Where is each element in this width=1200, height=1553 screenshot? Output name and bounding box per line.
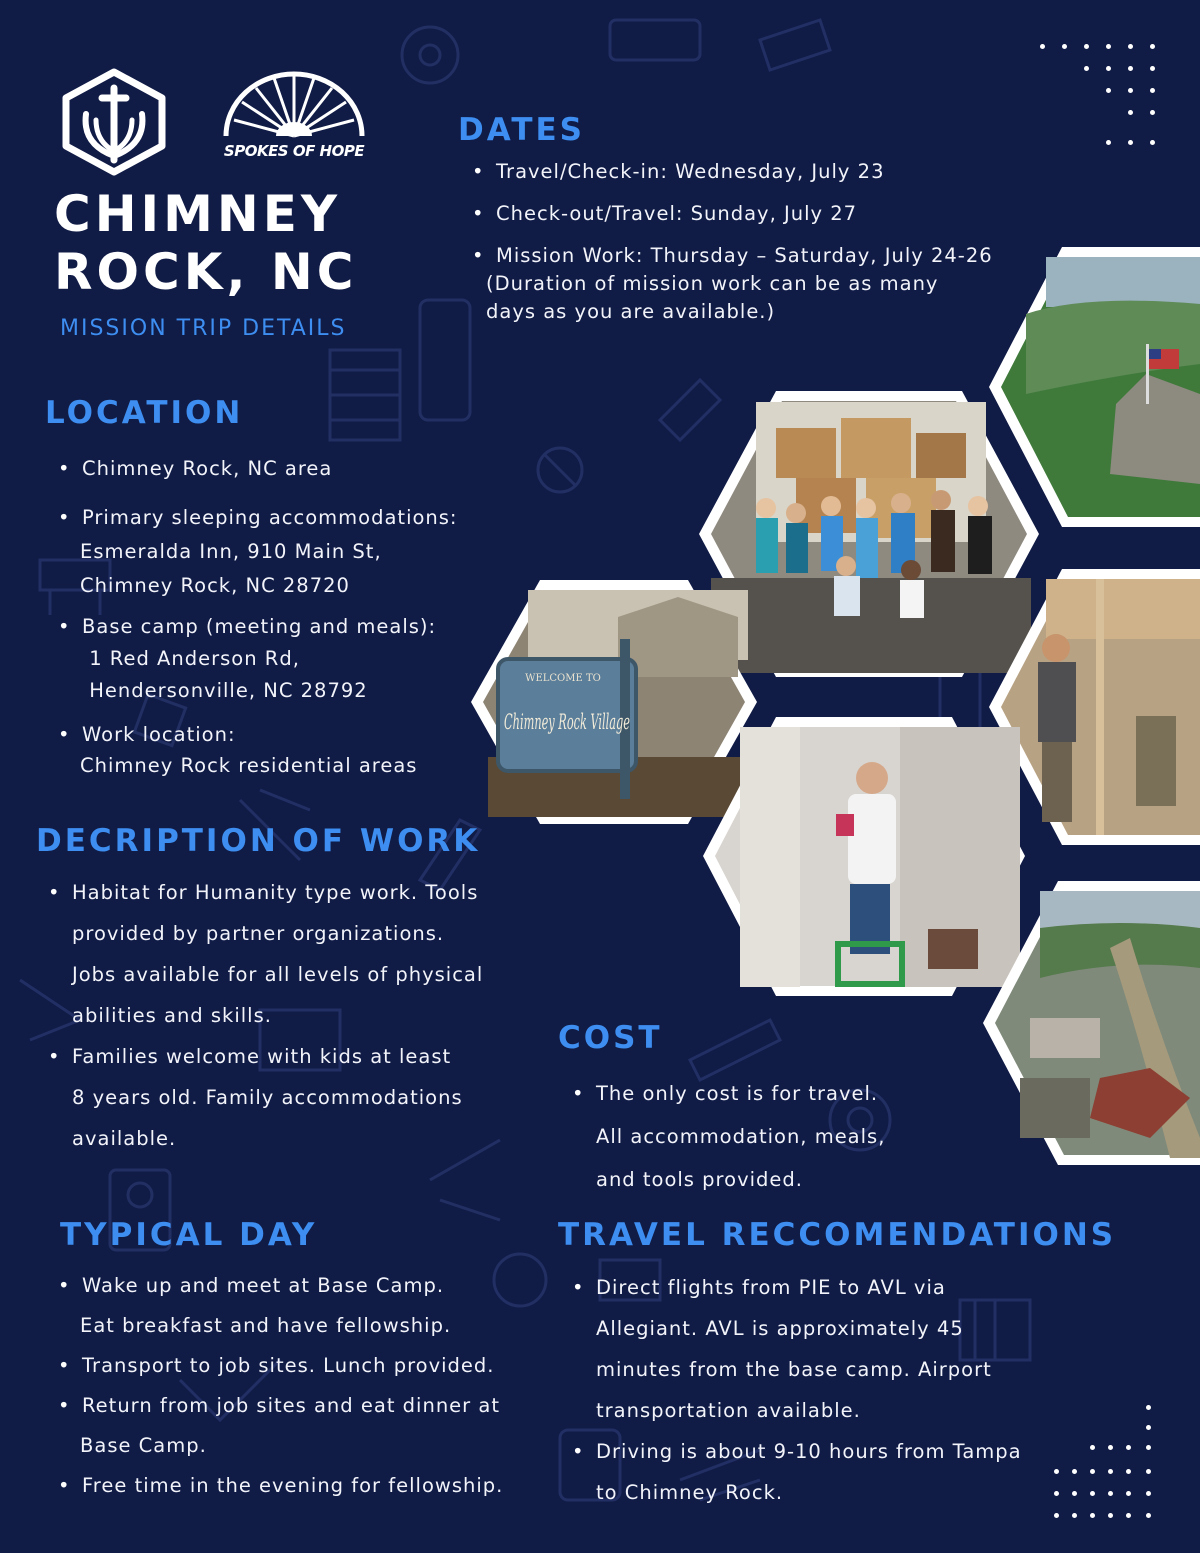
list-item: • Mission Work: Thursday – Saturday, July 24-26 (Duration of mission work can be as many days as you are available.) xyxy=(470,242,1070,326)
cost-heading: COST xyxy=(558,1020,663,1056)
location-list xyxy=(56,452,496,781)
list-item: • Primary sleeping accommodations: Esmeralda Inn, 910 Main St, Chimney Rock, NC 28720 xyxy=(56,501,496,603)
decorative-dot-grid-bottom xyxy=(1050,1405,1160,1525)
list-item: • Habitat for Humanity type work. Tools provided by partner organizations. Jobs available for all levels of physical abilities and skills. xyxy=(46,872,526,1036)
drywall-repair-photo xyxy=(700,714,1028,999)
list-item: • Wake up and meet at Base Camp. Eat breakfast and have fellowship. xyxy=(56,1266,556,1346)
list-item: • Free time in the evening for fellowship. xyxy=(56,1466,556,1506)
list-item: • Return from job sites and eat dinner at Base Camp. xyxy=(56,1386,556,1466)
dates-heading: DATES xyxy=(458,112,585,148)
location-heading: LOCATION xyxy=(45,395,244,431)
list-item: • The only cost is for travel. All accommodation, meals, and tools provided. xyxy=(570,1072,970,1201)
sunburst-wheel-icon xyxy=(220,70,368,140)
travel-heading: TRAVEL RECCOMENDATIONS xyxy=(558,1217,1117,1253)
list-item: • Driving is about 9-10 hours from Tampa to Chimney Rock. xyxy=(570,1431,1070,1513)
list-item: • Chimney Rock, NC area xyxy=(56,452,496,486)
logo-wordmark: SPOKES OF HOPE xyxy=(223,142,365,160)
typical-day-heading: TYPICAL DAY xyxy=(60,1217,318,1253)
sign-village-text: Chimney Rock Village xyxy=(504,710,630,734)
cross-emblem-logo xyxy=(58,68,170,176)
spokes-of-hope-logo xyxy=(220,70,368,165)
cost-list xyxy=(570,1072,970,1201)
list-item: • Transport to job sites. Lunch provided. xyxy=(56,1346,556,1386)
title-block xyxy=(54,185,434,301)
list-item: • Base camp (meeting and meals): 1 Red Anderson Rd, Hendersonville, NC 28792 xyxy=(56,611,496,707)
page-subtitle: MISSION TRIP DETAILS xyxy=(60,316,347,341)
typical-day-list xyxy=(56,1266,556,1506)
list-item: • Work location: Chimney Rock residential areas xyxy=(56,719,496,781)
work-heading: DECRIPTION OF WORK xyxy=(36,823,481,859)
list-item: • Travel/Check-in: Wednesday, July 23 xyxy=(470,158,1070,186)
list-item: • Check-out/Travel: Sunday, July 27 xyxy=(470,200,1070,228)
flood-damage-aerial-photo xyxy=(980,878,1200,1168)
travel-list xyxy=(570,1267,1070,1513)
chimney-rock-aerial-photo xyxy=(986,244,1200,530)
list-item: • Direct flights from PIE to AVL via Allegiant. AVL is approximately 45 minutes from the base camp. Airport transportation available. xyxy=(570,1267,1070,1431)
decorative-dot-grid-top xyxy=(1040,44,1160,148)
list-item: • Families welcome with kids at least 8 years old. Family accommodations available. xyxy=(46,1036,526,1159)
dates-list xyxy=(470,158,1070,326)
sign-small-text: WELCOME TO xyxy=(525,673,601,684)
page-title-line2: ROCK, NC xyxy=(54,243,358,301)
work-list xyxy=(46,872,526,1159)
page-title-line1: CHIMNEY xyxy=(54,185,342,243)
